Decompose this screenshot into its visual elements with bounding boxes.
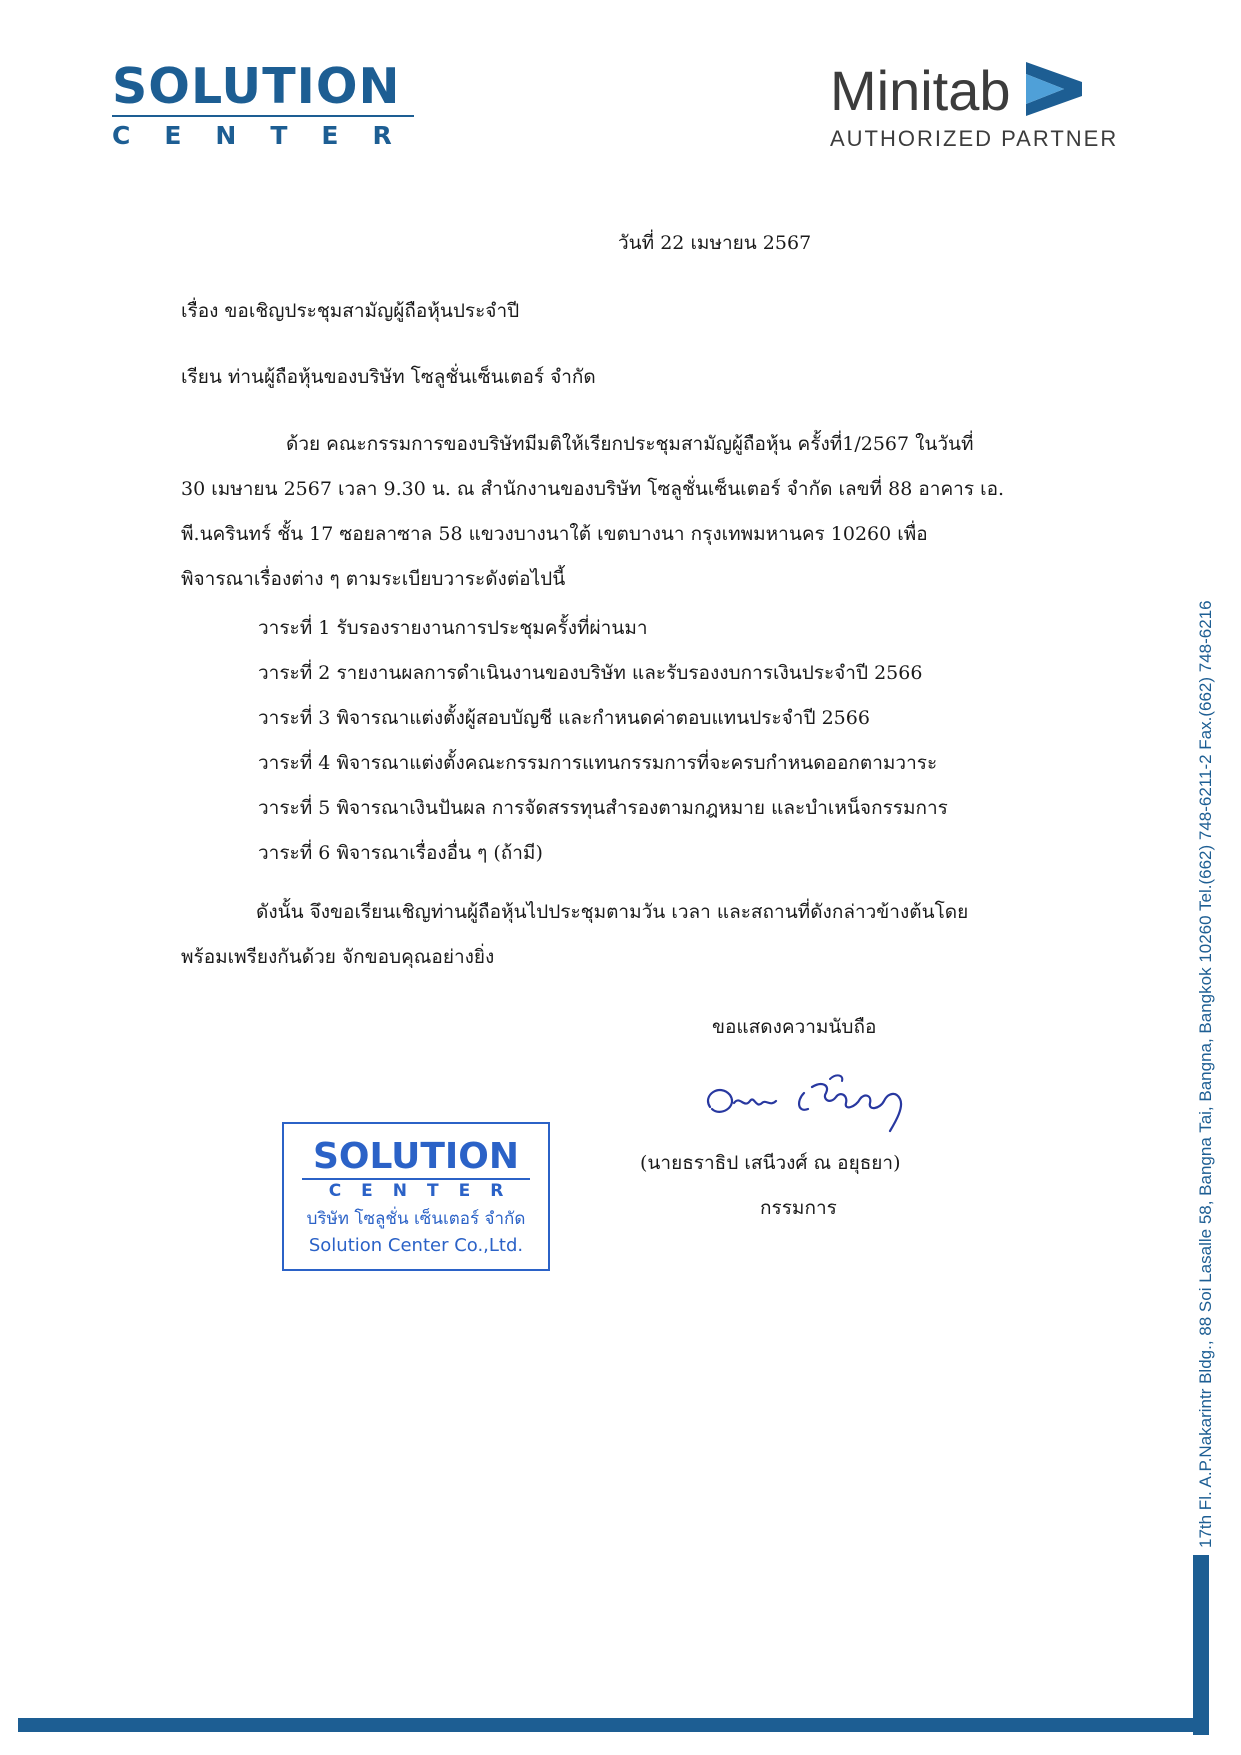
letter-date: วันที่ 22 เมษายน 2567 [618, 232, 812, 254]
signer-title: กรรมการ [760, 1197, 837, 1219]
paragraph-line: พี.นครินทร์ ชั้น 17 ซอยลาซาล 58 แขวงบางนาใต้ เขตบางนา กรุงเทพมหานคร 10260 เพื่อ [181, 523, 928, 545]
stamp-thai-name: บริษัท โซลูชั่น เซ็นเตอร์ จำกัด [306, 1209, 526, 1229]
stamp-wordmark: SOLUTION [312, 1136, 520, 1177]
paragraph-line: ดังนั้น จึงขอเรียนเชิญท่านผู้ถือหุ้นไปประชุมตามวัน เวลา และสถานที่ดังกล่าวข้างต้นโดย [256, 901, 969, 923]
agenda-item: วาระที่ 4 พิจารณาแต่งตั้งคณะกรรมการแทนกรรมการที่จะครบกำหนดออกตามวาระ [258, 752, 938, 774]
solution-center-logo [112, 58, 426, 150]
agenda-item: วาระที่ 3 พิจารณาแต่งตั้งผู้สอบบัญชี และกำหนดค่าตอบแทนประจำปี 2566 [258, 707, 870, 729]
paragraph-line: 30 เมษายน 2567 เวลา 9.30 น. ณ สำนักงานของบริษัท โซลูชั่นเซ็นเตอร์ จำกัด เลขที่ 88 อาคาร เอ. [181, 478, 1005, 500]
paragraph-line: พิจารณาเรื่องต่าง ๆ ตามระเบียบวาระดังต่อไปนี้ [181, 568, 566, 590]
side-accent-bar [1193, 1555, 1209, 1735]
signer-name: (นายธราธิป เสนีวงศ์ ณ อยุธยา) [640, 1152, 901, 1174]
closing-paragraph [181, 890, 1041, 980]
paragraph-line: ด้วย คณะกรรมการของบริษัทมีมติให้เรียกประชุมสามัญผู้ถือหุ้น ครั้งที่1/2567 ในวันที่ [286, 433, 974, 455]
logo-wordmark: SOLUTION [112, 58, 401, 115]
paragraph-line: พร้อมเพรียงกันด้วย จักขอบคุณอย่างยิ่ง [181, 946, 495, 968]
agenda-item: วาระที่ 5 พิจารณาเงินปันผล การจัดสรรทุนสำรองตามกฎหมาย และบำเหน็จกรรมการ [258, 797, 948, 819]
handwritten-signature [700, 1065, 930, 1149]
agenda-item: วาระที่ 2 รายงานผลการดำเนินงานของบริษัท และรับรองงบการเงินประจำปี 2566 [258, 662, 923, 684]
minitab-partner-label: AUTHORIZED PARTNER [830, 126, 1119, 151]
minitab-logo [830, 59, 1150, 152]
stamp-english-name: Solution Center Co.,Ltd. [308, 1235, 524, 1256]
agenda-list [258, 606, 948, 876]
letter-salutation: เรียน ท่านผู้ถือหุ้นของบริษัท โซลูชั่นเซ็นเตอร์ จำกัด [181, 366, 596, 388]
stamp-divider [302, 1178, 530, 1180]
letter-subject: เรื่อง ขอเชิญประชุมสามัญผู้ถือหุ้นประจำปี [181, 300, 520, 322]
agenda-item: วาระที่ 6 พิจารณาเรื่องอื่น ๆ (ถ้ามี) [258, 842, 543, 864]
stamp-subtitle: CENTER [328, 1181, 524, 1201]
logo-divider [112, 115, 414, 117]
minitab-wordmark: Minitab [830, 59, 1011, 122]
company-stamp [282, 1122, 550, 1271]
agenda-item: วาระที่ 1 รับรองรายงานการประชุมครั้งที่ผ่านมา [258, 617, 648, 639]
logo-subtitle: CENTER [112, 121, 426, 150]
company-address: 17th Fl. A.P.Nakarintr Bldg., 88 Soi Lasalle 58, Bangna Tai, Bangna, Bangkok 10260 Tel.(662) 748-6211-2 Fax.(662) 748-6216 [1196, 600, 1215, 1548]
invitation-paragraph [181, 422, 1041, 602]
closing-phrase: ขอแสดงความนับถือ [712, 1016, 877, 1038]
bottom-accent-bar [18, 1718, 1209, 1732]
minitab-chevron-icon [1026, 62, 1082, 120]
